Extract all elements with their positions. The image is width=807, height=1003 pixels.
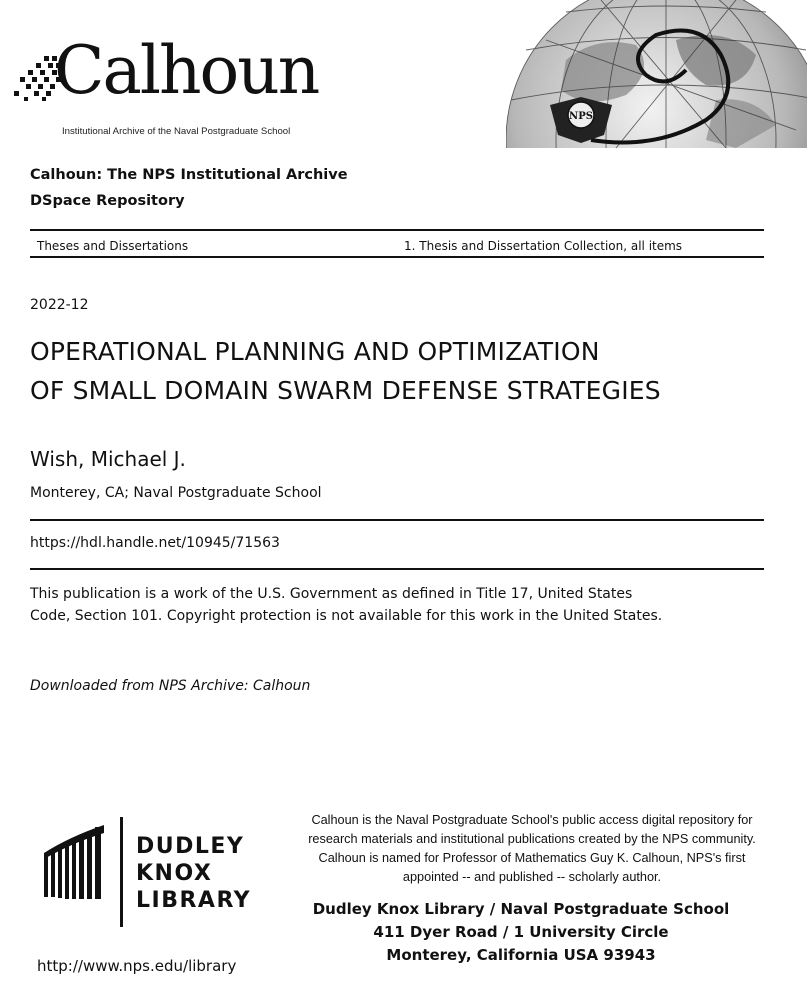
about-line: appointed -- and published -- scholarly author. [402,870,662,884]
archive-name: Calhoun: The NPS Institutional Archive [30,167,348,183]
divider [30,568,764,570]
calhoun-logo [14,32,319,140]
address-line: Monterey, California USA 93943 [386,946,656,964]
publisher: Monterey, CA; Naval Postgraduate School [30,485,322,501]
divider [30,229,764,231]
library-columns-icon [44,815,134,930]
about-line: Calhoun is the Naval Postgraduate School's public access digital repository for [311,813,753,827]
document-title [30,332,661,410]
rights-statement: This publication is a work of the U.S. Government as defined in Title 17, United States Code, Section 101. Copyright protection is not available for this work in the United States. [30,586,663,624]
repository-name: DSpace Repository [30,193,185,209]
svg-text:NPS: NPS [569,111,593,122]
address-line: Dudley Knox Library / Naval Postgraduate School [312,900,730,918]
publication-date: 2022-12 [30,297,89,313]
collection-link[interactable]: Theses and Dissertations [37,239,189,253]
globe-graphic [506,0,807,148]
title-line-1: OPERATIONAL PLANNING AND OPTIMIZATION [30,337,600,366]
handle-link[interactable]: https://hdl.handle.net/10945/71563 [30,535,280,551]
divider [30,519,764,521]
library-url[interactable]: http://www.nps.edu/library [37,957,237,975]
about-calhoun [268,811,796,887]
title-line-2: OF SMALL DOMAIN SWARM DEFENSE STRATEGIES [30,376,661,405]
library-name [136,833,251,914]
subcollection-link[interactable]: 1. Thesis and Dissertation Collection, all items [404,239,683,253]
about-line: research materials and institutional publications created by the NPS community. [308,832,756,846]
library-name-line: DUDLEY [136,834,245,859]
logo-tagline: Institutional Archive of the Naval Postgraduate School [62,126,291,137]
download-source: Downloaded from NPS Archive: Calhoun [30,678,311,694]
library-address [268,898,774,967]
library-name-line: LIBRARY [136,888,252,913]
archive-heading [30,162,348,214]
author: Wish, Michael J. [30,447,186,471]
about-line: Calhoun is named for Professor of Mathematics Guy K. Calhoun, NPS's first [318,851,746,865]
logo-wordmark: Calhoun [54,32,319,109]
address-line: 411 Dyer Road / 1 University Circle [373,923,669,941]
divider [30,256,764,258]
library-name-line: KNOX [136,861,213,886]
